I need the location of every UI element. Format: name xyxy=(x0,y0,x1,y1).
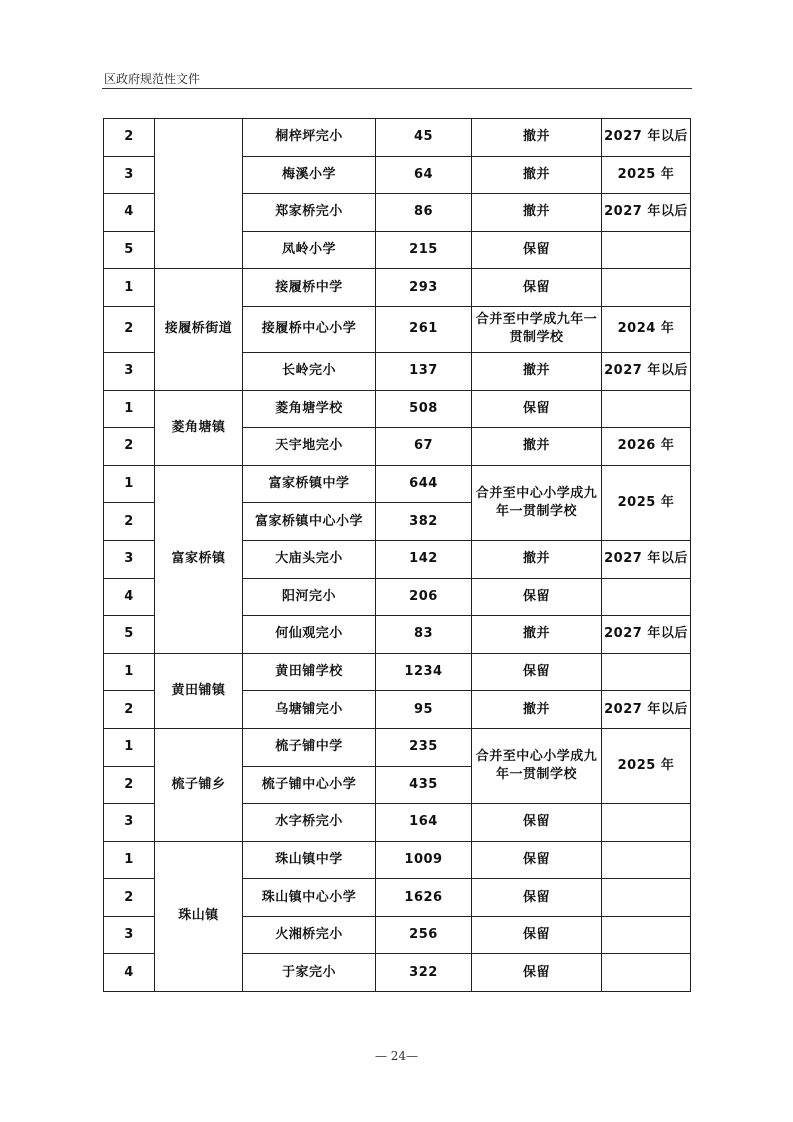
student-count: 142 xyxy=(376,540,472,578)
adjustment-year xyxy=(602,231,691,269)
student-count: 261 xyxy=(376,306,472,352)
town-cell xyxy=(155,119,243,269)
school-name: 富家桥镇中学 xyxy=(243,465,376,503)
school-name: 大庙头完小 xyxy=(243,540,376,578)
school-name: 珠山镇中心小学 xyxy=(243,879,376,917)
town-name: 珠山镇 xyxy=(155,841,243,991)
adjustment-year: 2027 年以后 xyxy=(602,540,691,578)
school-name: 长岭完小 xyxy=(243,352,376,390)
adjustment-year xyxy=(602,954,691,992)
school-name: 接履桥中学 xyxy=(243,269,376,307)
row-number: 3 xyxy=(104,352,155,390)
school-name: 于家完小 xyxy=(243,954,376,992)
school-name: 接履桥中心小学 xyxy=(243,306,376,352)
adjustment-year: 2025 年 xyxy=(602,728,691,803)
student-count: 83 xyxy=(376,616,472,654)
adjustment-plan: 合并至中心小学成九年一贯制学校 xyxy=(472,465,602,540)
header-divider xyxy=(102,88,692,89)
row-number: 4 xyxy=(104,194,155,232)
student-count: 382 xyxy=(376,503,472,541)
table-row xyxy=(104,269,691,307)
row-number: 5 xyxy=(104,616,155,654)
adjustment-plan: 保留 xyxy=(472,390,602,428)
town-name: 梳子铺乡 xyxy=(155,728,243,841)
adjustment-year: 2027 年以后 xyxy=(602,194,691,232)
adjustment-plan: 合并至中学成九年一贯制学校 xyxy=(472,306,602,352)
student-count: 164 xyxy=(376,804,472,842)
school-name: 珠山镇中学 xyxy=(243,841,376,879)
student-count: 64 xyxy=(376,156,472,194)
adjustment-plan: 撤并 xyxy=(472,540,602,578)
row-number: 4 xyxy=(104,954,155,992)
adjustment-plan: 保留 xyxy=(472,269,602,307)
student-count: 235 xyxy=(376,728,472,766)
adjustment-plan: 合并至中心小学成九年一贯制学校 xyxy=(472,728,602,803)
adjustment-plan: 撤并 xyxy=(472,119,602,157)
row-number: 1 xyxy=(104,841,155,879)
school-name: 何仙观完小 xyxy=(243,616,376,654)
adjustment-year xyxy=(602,653,691,691)
student-count: 435 xyxy=(376,766,472,804)
student-count: 67 xyxy=(376,428,472,466)
table-row xyxy=(104,841,691,879)
school-name: 凤岭小学 xyxy=(243,231,376,269)
table-row xyxy=(104,465,691,503)
adjustment-plan: 撤并 xyxy=(472,352,602,390)
student-count: 1009 xyxy=(376,841,472,879)
student-count: 293 xyxy=(376,269,472,307)
adjustment-year: 2025 年 xyxy=(602,465,691,540)
school-name: 菱角塘学校 xyxy=(243,390,376,428)
student-count: 322 xyxy=(376,954,472,992)
row-number: 2 xyxy=(104,879,155,917)
school-name: 梅溪小学 xyxy=(243,156,376,194)
school-name: 天宇地完小 xyxy=(243,428,376,466)
row-number: 3 xyxy=(104,156,155,194)
school-table xyxy=(103,118,691,992)
adjustment-plan: 保留 xyxy=(472,804,602,842)
table-row xyxy=(104,119,691,157)
student-count: 508 xyxy=(376,390,472,428)
adjustment-year: 2027 年以后 xyxy=(602,119,691,157)
adjustment-year xyxy=(602,879,691,917)
row-number: 1 xyxy=(104,269,155,307)
town-name: 黄田铺镇 xyxy=(155,653,243,728)
student-count: 45 xyxy=(376,119,472,157)
adjustment-year: 2026 年 xyxy=(602,428,691,466)
row-number: 1 xyxy=(104,465,155,503)
school-name: 阳河完小 xyxy=(243,578,376,616)
adjustment-year: 2027 年以后 xyxy=(602,352,691,390)
student-count: 215 xyxy=(376,231,472,269)
school-name: 乌塘铺完小 xyxy=(243,691,376,729)
adjustment-plan: 保留 xyxy=(472,653,602,691)
page-number: — 24— xyxy=(374,1049,419,1063)
table-row xyxy=(104,390,691,428)
document-header: 区政府规范性文件 xyxy=(104,72,201,86)
adjustment-plan: 保留 xyxy=(472,231,602,269)
adjustment-year: 2024 年 xyxy=(602,306,691,352)
row-number: 2 xyxy=(104,119,155,157)
student-count: 206 xyxy=(376,578,472,616)
town-name: 菱角塘镇 xyxy=(155,390,243,465)
adjustment-year: 2025 年 xyxy=(602,156,691,194)
row-number: 2 xyxy=(104,691,155,729)
adjustment-year xyxy=(602,916,691,954)
adjustment-plan: 撤并 xyxy=(472,691,602,729)
adjustment-plan: 保留 xyxy=(472,916,602,954)
school-name: 郑家桥完小 xyxy=(243,194,376,232)
student-count: 644 xyxy=(376,465,472,503)
adjustment-plan: 撤并 xyxy=(472,156,602,194)
table-row xyxy=(104,653,691,691)
adjustment-year xyxy=(602,390,691,428)
adjustment-plan: 保留 xyxy=(472,841,602,879)
adjustment-year xyxy=(602,804,691,842)
adjustment-plan: 撤并 xyxy=(472,616,602,654)
row-number: 3 xyxy=(104,540,155,578)
row-number: 2 xyxy=(104,503,155,541)
row-number: 4 xyxy=(104,578,155,616)
adjustment-year xyxy=(602,578,691,616)
adjustment-plan: 撤并 xyxy=(472,428,602,466)
student-count: 1626 xyxy=(376,879,472,917)
adjustment-plan: 保留 xyxy=(472,578,602,616)
school-name: 梳子铺中心小学 xyxy=(243,766,376,804)
adjustment-year: 2027 年以后 xyxy=(602,691,691,729)
student-count: 95 xyxy=(376,691,472,729)
adjustment-year xyxy=(602,841,691,879)
student-count: 86 xyxy=(376,194,472,232)
row-number: 2 xyxy=(104,766,155,804)
adjustment-plan: 保留 xyxy=(472,954,602,992)
row-number: 5 xyxy=(104,231,155,269)
adjustment-plan: 保留 xyxy=(472,879,602,917)
adjustment-year xyxy=(602,269,691,307)
row-number: 3 xyxy=(104,916,155,954)
adjustment-plan: 撤并 xyxy=(472,194,602,232)
table-row xyxy=(104,728,691,766)
adjustment-year: 2027 年以后 xyxy=(602,616,691,654)
school-name: 梳子铺中学 xyxy=(243,728,376,766)
row-number: 2 xyxy=(104,428,155,466)
student-count: 256 xyxy=(376,916,472,954)
row-number: 1 xyxy=(104,728,155,766)
row-number: 1 xyxy=(104,653,155,691)
school-name: 水字桥完小 xyxy=(243,804,376,842)
row-number: 1 xyxy=(104,390,155,428)
row-number: 2 xyxy=(104,306,155,352)
row-number: 3 xyxy=(104,804,155,842)
school-name: 富家桥镇中心小学 xyxy=(243,503,376,541)
school-name: 黄田铺学校 xyxy=(243,653,376,691)
school-name: 桐梓坪完小 xyxy=(243,119,376,157)
town-name: 富家桥镇 xyxy=(155,465,243,653)
student-count: 1234 xyxy=(376,653,472,691)
student-count: 137 xyxy=(376,352,472,390)
school-name: 火湘桥完小 xyxy=(243,916,376,954)
town-name: 接履桥街道 xyxy=(155,269,243,390)
